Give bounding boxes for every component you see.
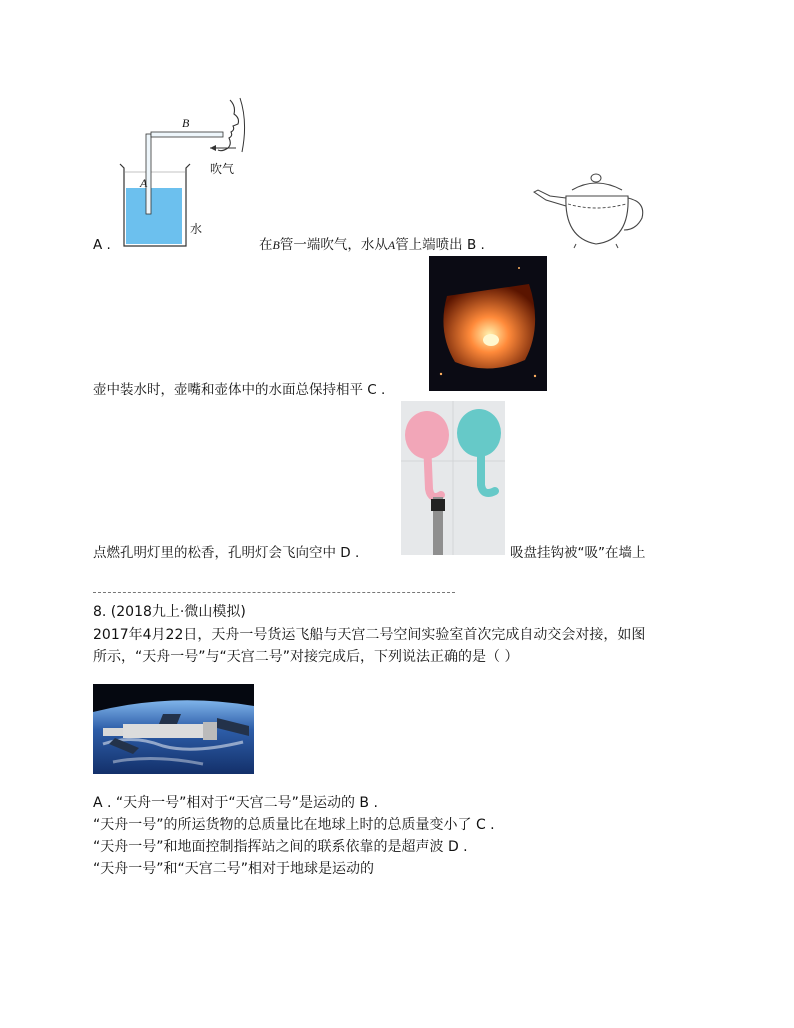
question-header: 8. (2018九上·微山模拟) — [93, 604, 246, 620]
q8-options-line-4: “天舟一号”和“天宫二号”相对于地球是运动的 — [93, 861, 375, 877]
label-water: 水 — [190, 222, 203, 236]
beaker-blowing-figure — [112, 92, 252, 250]
question-stem-line-2: 所示，“天舟一号”与“天宫二号”对接完成后，下列说法正确的是（ ） — [93, 649, 519, 665]
option-a-prefix: A . — [93, 237, 111, 253]
q8-options-line-1: A . “天舟一号”相对于“天宫二号”是运动的 B . — [93, 795, 378, 811]
teapot-icon — [532, 168, 650, 252]
var-a: A — [387, 238, 396, 252]
question-stem-line-1: 2017年4月22日，天舟一号货运飞船与天宫二号空间实验室首次完成自动交会对接，如图 — [93, 627, 646, 643]
sky-lantern-photo — [429, 256, 547, 391]
spacecraft-docking-photo — [93, 684, 254, 774]
spacecraft-body — [123, 724, 203, 738]
label-b: B — [182, 116, 190, 130]
water-fill — [126, 188, 182, 244]
tube-a — [146, 134, 151, 214]
face-icon — [218, 100, 239, 151]
option-line-4: 吸盘挂钩被“吸”在墙上 — [510, 545, 646, 561]
label-a: A — [140, 176, 148, 190]
teapot-figure — [532, 168, 650, 252]
option-line-2: 壶中装水时，壶嘴和壶体中的水面总保持相平 C . — [93, 382, 386, 398]
suction-hooks-photo — [401, 401, 505, 555]
var-b: B — [272, 238, 280, 252]
label-blow: 吹气 — [210, 162, 235, 176]
option-line-3: 点燃孔明灯里的松香，孔明灯会飞向空中 D . — [93, 545, 360, 561]
q8-options-line-3: “天舟一号”和地面控制指挥站之间的联系依靠的是超声波 D . — [93, 839, 468, 855]
tube-b — [151, 132, 223, 137]
option-line-1-text: 在B管一端吹气，水从A管上端喷出 B . — [259, 237, 485, 253]
lantern-shape — [443, 284, 535, 369]
option-line-1 — [93, 236, 111, 254]
dashed-separator — [93, 592, 455, 593]
q8-options-line-2: “天舟一号”的所运货物的总质量比在地球上时的总质量变小了 C . — [93, 817, 495, 833]
